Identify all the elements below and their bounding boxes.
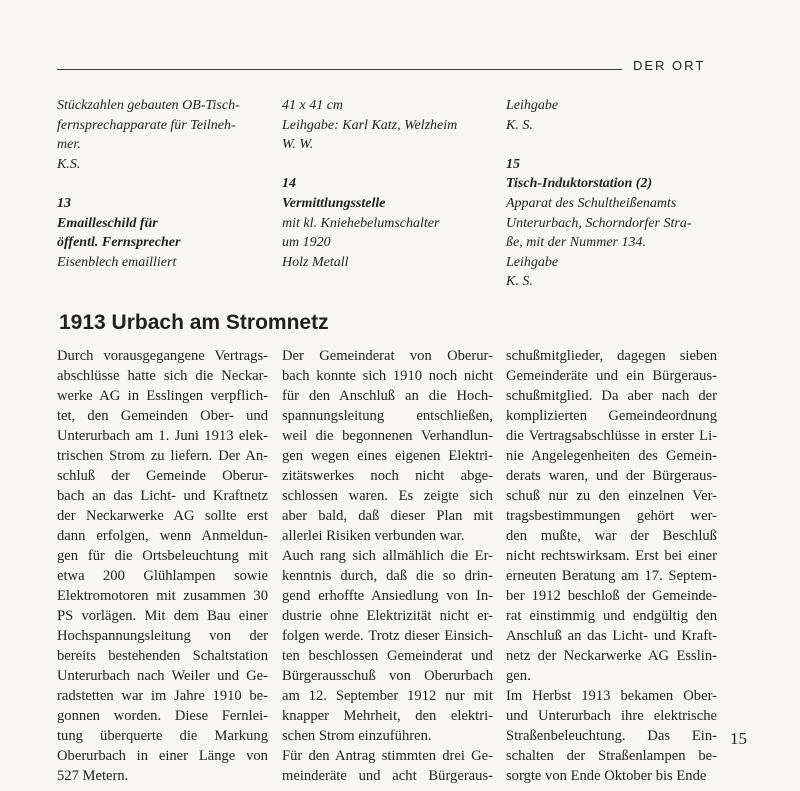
article-text-line: am 12. September 1912 nur mit [282,688,493,704]
article-text-line: Für den Antrag stimmten drei Ge- [282,748,493,764]
article-text-line: knapper Mehrheit, den elektri- [282,708,493,724]
catalog-title: Tisch-Induktorstation (2) [506,176,653,192]
catalog-title: öffentl. Fernsprecher [57,235,181,251]
article-text-line: 527 Metern. [57,768,129,784]
article-text-line: gend erhoffte Ansiedlung von In- [282,588,493,604]
article-text-line: zitätswerkes noch nicht abge- [282,468,494,484]
article-text-line: Durch vorausgegangene Vertrags- [57,348,268,364]
article-text-line: aber bald, daß dieser Plan mit [282,508,494,524]
article-text-line: PS vorlägen. Mit dem Bau einer [57,608,268,624]
catalog-text-line: W. W. [282,137,314,153]
article-text-line: tet, den Gemeinden Ober- und [57,408,268,424]
article-text-line: rat einstimmig und endgültig den [506,608,717,624]
article-text-line: etwa 200 Glühlampen sowie [57,568,269,584]
article-text-line: gen für die Ortsbeleuchtung mit [57,548,268,564]
article-column-2 [282,346,493,786]
article-text-line: nie Angelegenheiten des Gemein- [506,448,718,464]
article-text-line: schußmitglied. Da aber nach der [506,388,718,404]
article-text-line: folgen werde. Trotz dieser Einsich- [282,628,494,644]
catalog-text-line: ße, mit der Nummer 134. [506,235,646,251]
article-text-line: schluß der Gemeinde Oberur- [57,468,268,484]
article-text-line: sorgte von Ende Oktober bis Ende [506,768,707,784]
article-text-line: tung überquerte die Markung [57,728,268,744]
catalog-column-3 [506,96,692,292]
article-text-line: trischen Strom zu liefern. Der An- [57,448,268,464]
article-text-line: nicht rechtswirksam. Erst bei einer [506,548,717,564]
catalog-text-line: Leihgabe [506,254,559,270]
article-text-line: für den Anschluß an die Hoch- [282,388,493,404]
catalog-text-line: Apparat des Schultheißenamts [506,195,677,211]
article-text-line: dann erfolgen, wenn Anmeldun- [57,528,268,544]
article-text-line: schußmitglieder, dagegen sieben [506,348,717,364]
article-text-line: Unterurbach am 1. Juni 1913 elek- [57,428,268,444]
article-text-line: kenntnis durch, daß die so drin- [282,568,493,584]
article-text-line: Hochspannungsleitung von der [57,628,268,644]
catalog-column-2 [282,96,457,272]
article-text-line: und Unterurbach ihre elektrische [506,708,717,724]
page-number: 15 [730,729,747,748]
header-rule [57,69,622,70]
catalog-text-line: fernsprechapparate für Teilneh- [57,117,236,133]
catalog-title: Vermittlungsstelle [282,195,386,211]
catalog-text-line: Stückzahlen gebauten OB-Tisch- [57,98,240,113]
catalog-text-line: mit kl. Kniehebelumschalter [282,215,440,231]
article-text-line: allerlei Risiken verbunden war. [282,528,465,544]
article-text-line: Unterurbach nach Weiler und Ge- [57,668,268,684]
catalog-text-line: K. S. [506,117,533,133]
article-text-line: derats waren, und der Bürgeraus- [506,468,717,484]
article-text-line: den mußte, war der Beschluß [506,528,717,544]
article-text-line: Der Gemeinderat von Oberur- [282,348,493,364]
article-text-line: werke AG in Esslingen verpflich- [57,388,268,404]
article-text-line: dustrie ohne Elektrizität nicht er- [282,608,493,624]
article-text-line: bach an das Licht- und Kraftnetz [57,488,269,504]
article-text-line: die Vertragsabschlüsse in erster Li- [506,428,717,444]
article-text-line: abschlüsse hatte sich die Neckar- [57,368,269,384]
article-text-line: Anschluß an das Licht- und Kraft- [506,628,718,644]
catalog-number: 14 [282,176,296,192]
catalog-title: Emailleschild für [57,215,158,231]
catalog-text-line: 41 x 41 cm [282,98,344,113]
article-text-line: Elektromotoren mit zusammen 30 [57,588,268,604]
article-column-3 [506,346,717,786]
article-column-1 [57,346,268,786]
article-text-line: schlossen waren. Es zeigte sich [282,488,493,504]
catalog-text-line: Eisenblech emailliert [57,254,177,270]
article-text-line: Im Herbst 1913 bekamen Ober- [506,688,717,704]
catalog-column-1 [57,96,240,272]
article-text-line: meinderäte und acht Bürgeraus- [282,768,493,784]
article-text-line: Bürgerausschuß von Oberurbach [282,668,494,684]
article-text-line: schen Strom einzuführen. [282,728,432,744]
catalog-text-line: Leihgabe: Karl Katz, Welzheim [282,117,458,133]
article-text-line: komplizierten Gemeindeordnung [506,408,718,424]
article-text-line: der Neckarwerke AG sollte erst [57,508,269,524]
article-text-line: bereits bestehenden Schaltstation [57,648,268,664]
article-text-line: bach konnte sich 1910 noch nicht [282,368,494,384]
catalog-text-line: um 1920 [282,235,331,251]
catalog-number: 13 [57,195,71,211]
article-text-line: Auch rang sich allmählich die Er- [282,548,494,564]
article-text-line: Gemeinderäte und ein Bürgeraus- [506,368,717,384]
article-text-line: spannungsleitung entschließen, [282,408,493,424]
catalog-text-line: mer. [57,137,81,153]
catalog-text-line: K.S. [57,156,81,172]
article-text-line: radstetten war im Jahre 1910 be- [57,688,269,704]
article-text-line: tragsbestimmungen gehört wer- [506,508,718,524]
article-text-line: erneuten Beratung am 17. Septem- [506,568,717,584]
article-text-line: gen. [506,668,531,684]
article-text-line: Straßenbeleuchtung. Das Ein- [506,728,717,744]
article-text-line: weil die begonnenen Verhandlun- [282,428,494,444]
article-text-line: netz der Neckarwerke AG Esslin- [506,648,718,664]
article-title: 1913 Urbach am Stromnetz [59,311,329,334]
catalog-text-line: Leihgabe [506,98,559,113]
article-text-line: schalten der Straßenlampen be- [506,748,718,764]
catalog-text-line: Holz Metall [282,254,349,270]
article-text-line: schuß nur zu den einzelnen Ver- [506,488,718,504]
catalog-number: 15 [506,156,520,172]
running-header: DER ORT [633,58,706,73]
catalog-text-line: Unterurbach, Schorndorfer Stra- [506,215,692,231]
article-text-line: ber 1912 beschloß der Gemeinde- [506,588,717,604]
catalog-text-line: K. S. [506,274,533,290]
article-text-line: ten beschlossen Gemeinderat und [282,648,493,664]
article-text-line: gen wegen eines eigenen Elektri- [282,448,493,464]
article-text-line: gonnen worden. Diese Fernlei- [57,708,268,724]
article-text-line: Oberurbach in einer Länge von [57,748,268,764]
